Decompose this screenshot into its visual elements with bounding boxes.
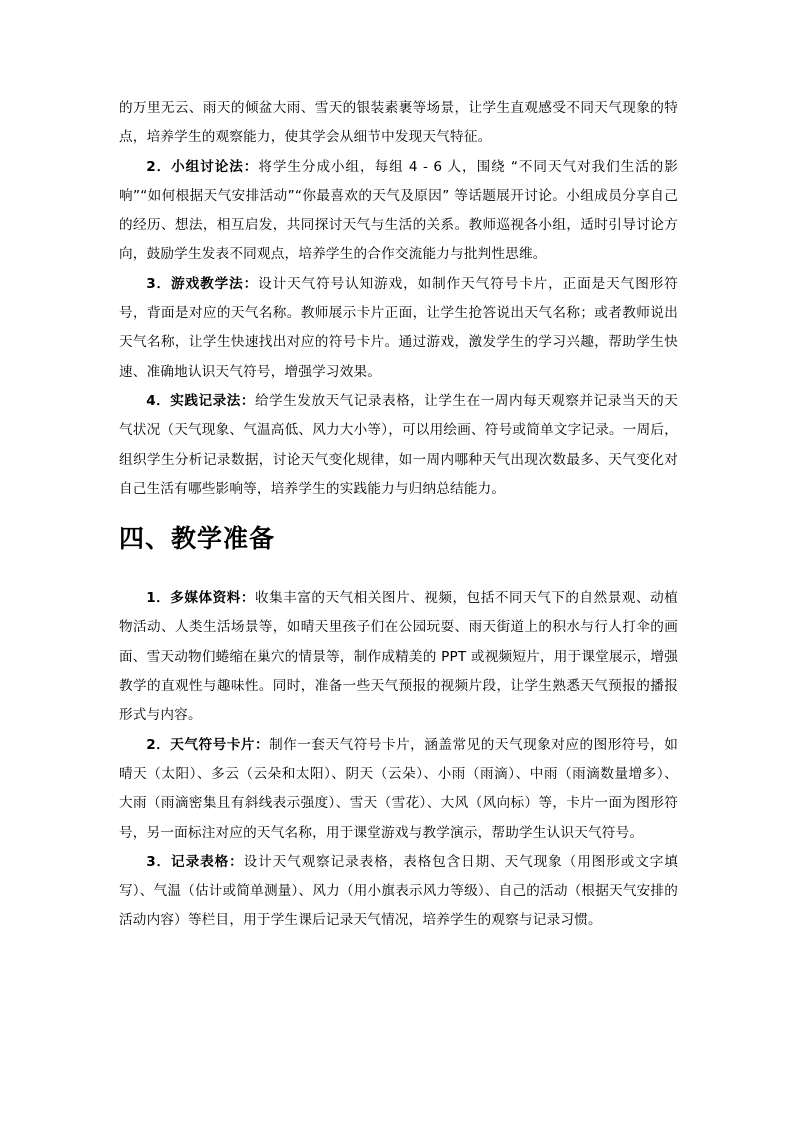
item-label: 2．小组讨论法： (146, 158, 259, 175)
paragraph-record-table (119, 848, 678, 936)
item-text: 制作一套天气符号卡片，涵盖常见的天气现象对应的图形符号，如晴天（太阳）、多云（云朵和太阳）、阴天（云朵）、小雨（雨滴）、中雨（雨滴数量增多）、大雨（雨滴密集且有斜线表示强度）、雪天（雪花）、大风（风向标）等，卡片一面为图形符号，另一面标注对应的天气名称，用于课堂游戏与教学演示，帮助学生认识天气符号。 (119, 736, 678, 841)
item-text: 设计天气观察记录表格，表格包含日期、天气现象（用图形或文字填写）、气温（估计或简单测量）、风力（用小旗表示风力等级）、自己的活动（根据天气安排的活动内容）等栏目，用于学生课后记录天气情况，培养学生的观察与记录习惯。 (119, 853, 679, 929)
item-label: 1．多媒体资料： (146, 590, 255, 607)
item-label: 4．实践记录法： (146, 392, 255, 409)
section-heading: 四、教学准备 (119, 524, 276, 554)
item-label: 2．天气符号卡片： (146, 736, 270, 753)
paragraph-group-discussion (119, 153, 678, 270)
item-text: 将学生分成小组，每组 4 - 6 人，围绕 “不同天气对我们生活的影响”“如何根据天气安排活动”“你最喜欢的天气及原因” 等话题展开讨论。小组成员分享自己的经历、想法，相互启发，共同探讨天气与生活的关系。教师巡视各小组，适时引导讨论方向，鼓励学生发表不同观点，培养学生的合作交流能力与批判性思维。 (119, 158, 678, 263)
item-label: 3．游戏教学法： (146, 275, 259, 292)
item-label: 3．记录表格： (146, 853, 244, 870)
paragraph-continuation (119, 94, 678, 153)
item-text: 收集丰富的天气相关图片、视频，包括不同天气下的自然景观、动植物活动、人类生活场景等，如晴天里孩子们在公园玩耍、雨天街道上的积水与行人打伞的画面、雪天动物们蜷缩在巢穴的情景等，制作成精美的 PPT 或视频短片，用于课堂展示，增强教学的直观性与趣味性。同时，准备一些天气预报的视频片段，让学生熟悉天气预报的播报形式与内容。 (119, 590, 678, 724)
paragraph-symbol-cards (119, 731, 678, 848)
paragraph-practice-record (119, 387, 678, 504)
item-text: 给学生发放天气记录表格，让学生在一周内每天观察并记录当天的天气状况（天气现象、气温高低、风力大小等），可以用绘画、符号或简单文字记录。一周后，组织学生分析记录数据，讨论天气变化规律，如一周内哪种天气出现次数最多、天气变化对自己生活有哪些影响等，培养学生的实践能力与归纳总结能力。 (119, 392, 678, 497)
paragraph-game-teaching (119, 270, 678, 387)
paragraph-multimedia (119, 584, 678, 730)
item-text: 设计天气符号认知游戏，如制作天气符号卡片，正面是天气图形符号，背面是对应的天气名称。教师展示卡片正面，让学生抢答说出天气名称；或者教师说出天气名称，让学生快速找出对应的符号卡片。通过游戏，激发学生的学习兴趣，帮助学生快速、准确地认识天气符号，增强学习效果。 (119, 275, 678, 380)
paragraph-text: 的万里无云、雨天的倾盆大雨、雪天的银装素裹等场景，让学生直观感受不同天气现象的特点，培养学生的观察能力，使其学会从细节中发现天气特征。 (119, 100, 678, 146)
